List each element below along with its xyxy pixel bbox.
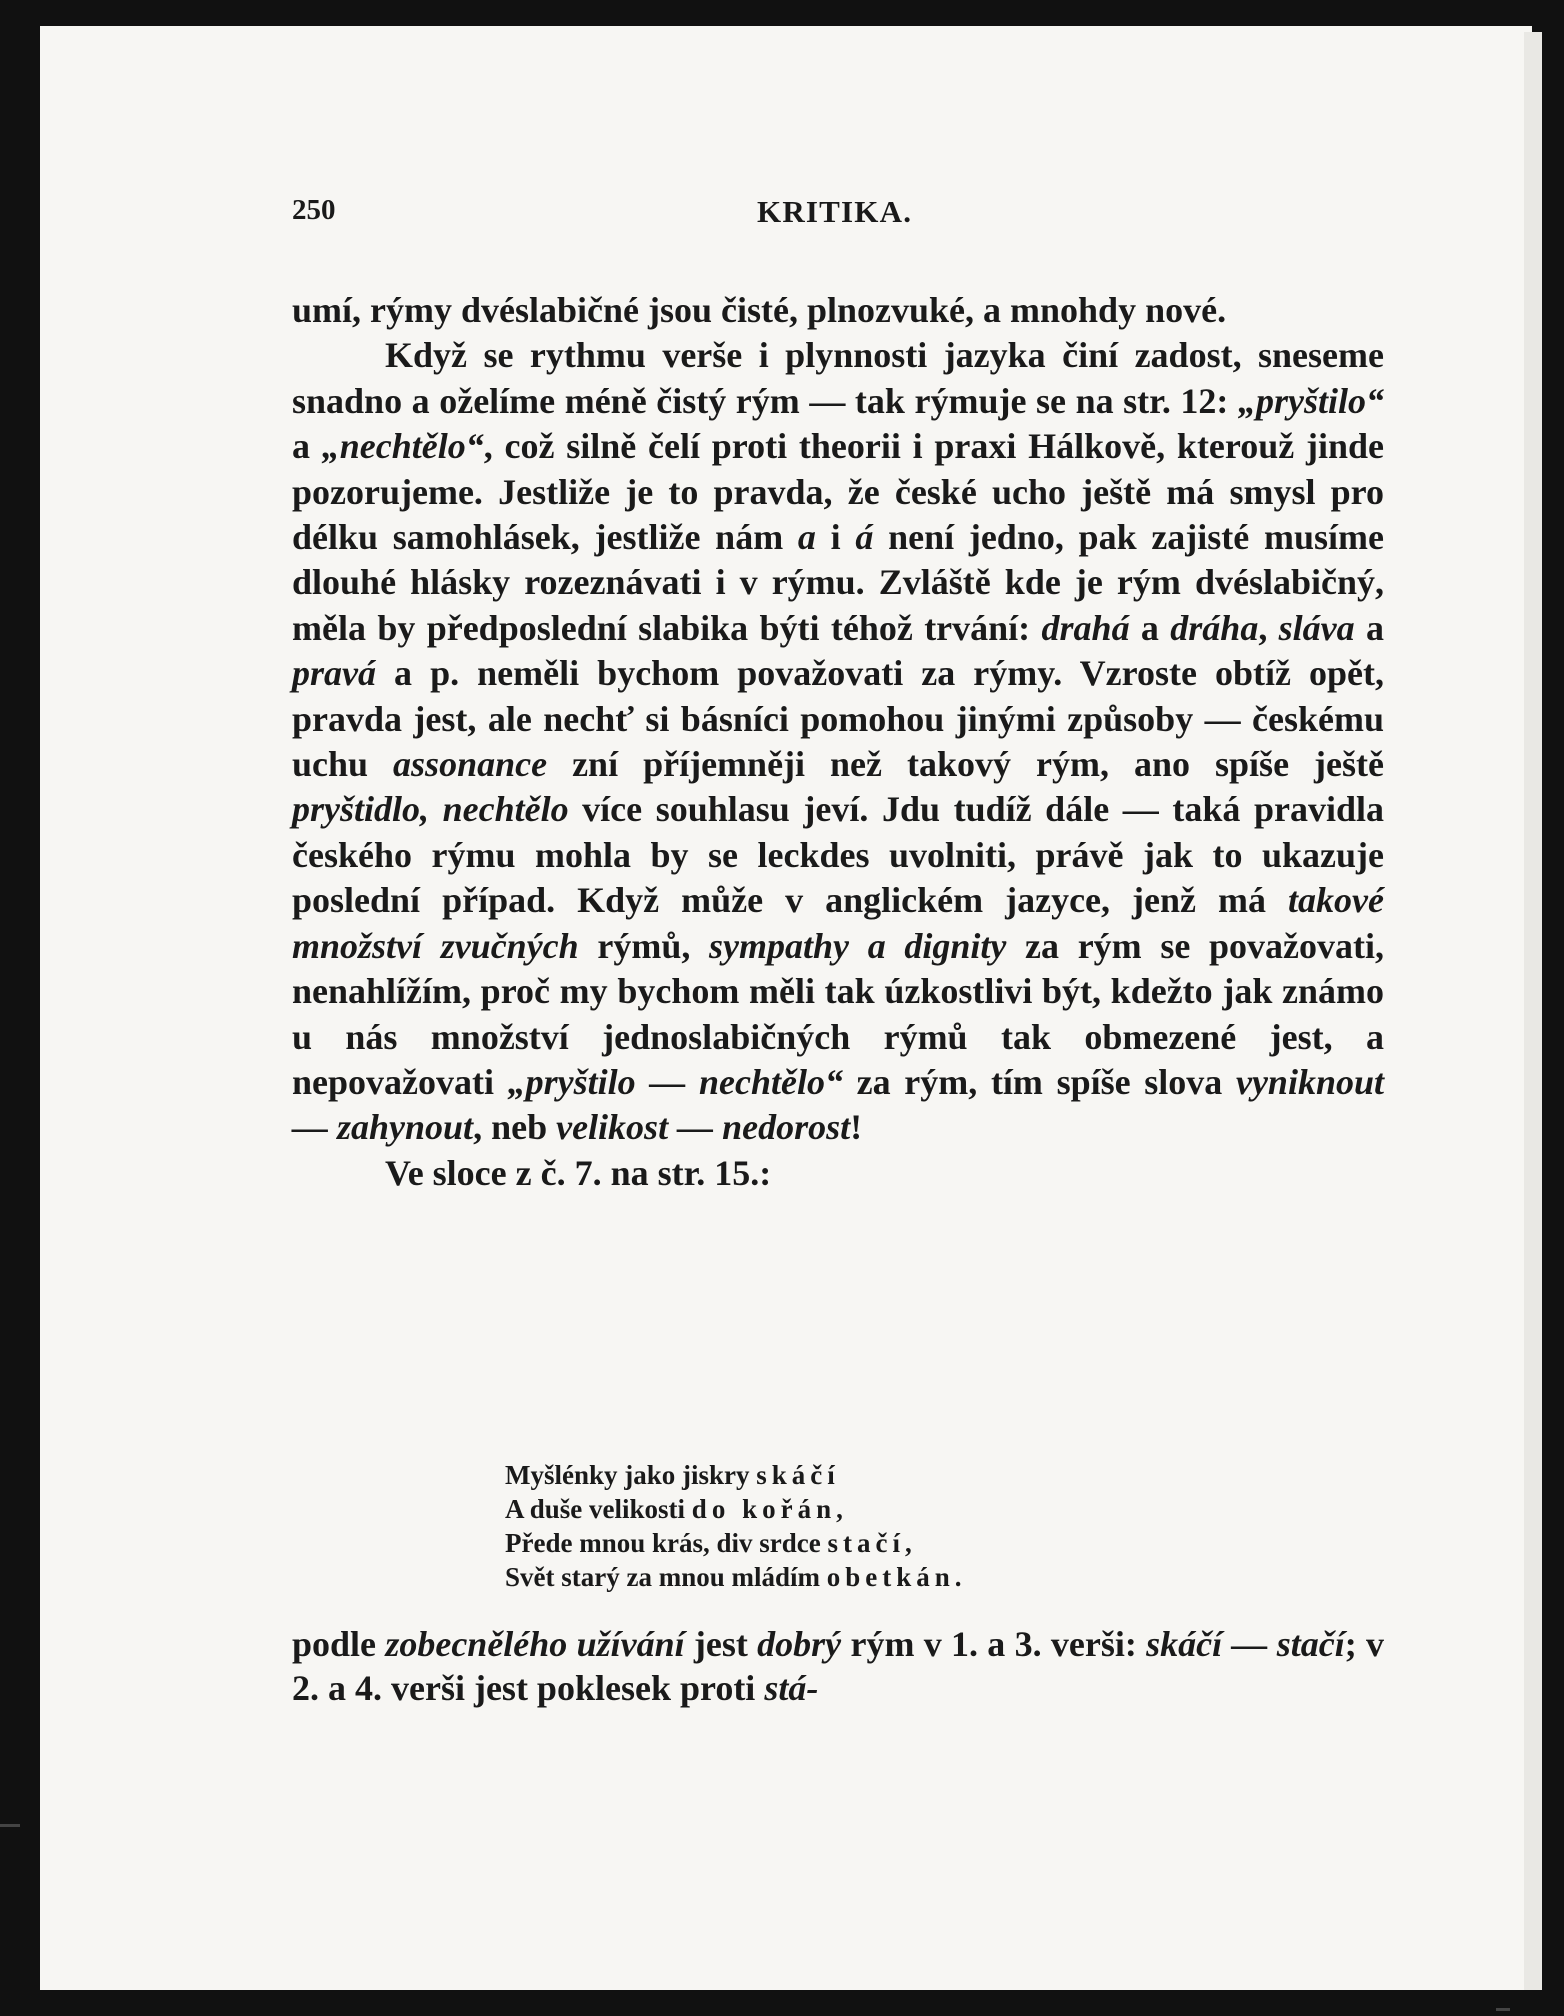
italic-term: takové množství zvučných bbox=[292, 880, 1384, 966]
text-run: a bbox=[1129, 607, 1171, 648]
text-run: i bbox=[815, 517, 856, 558]
text-run: za rým, tím spíše slova bbox=[843, 1061, 1236, 1102]
poem-text: A duše velikosti bbox=[505, 1494, 692, 1524]
italic-term: sympathy a dignity bbox=[709, 925, 1007, 966]
paragraph-2 bbox=[292, 333, 1384, 1150]
italic-term: pryštidlo, nechtělo bbox=[292, 789, 569, 830]
poem-rhyme-word: obetkán. bbox=[826, 1562, 967, 1592]
text-run: Když se rythmu verše i plynnosti jazyka činí zadost, sneseme snadno a oželíme méně čistý rým — tak rýmuje se na str. 12: bbox=[292, 335, 1384, 421]
italic-term: skáčí — stačí bbox=[1146, 1624, 1345, 1664]
italic-term: pravá bbox=[292, 653, 376, 694]
main-text bbox=[292, 288, 1384, 1196]
italic-term: „pryštilo — nechtělo“ bbox=[507, 1061, 843, 1102]
italic-term: „pryštilo“ bbox=[1237, 380, 1384, 421]
text-run: , neb bbox=[473, 1107, 557, 1148]
page-edge bbox=[1524, 32, 1542, 1990]
scan-mark bbox=[0, 1824, 20, 1827]
text-run: zní příjemněji než takový rým, ano spíše ještě bbox=[547, 744, 1384, 785]
poem-rhyme-word: stačí, bbox=[827, 1528, 917, 1558]
poem-rhyme-word: skáčí bbox=[756, 1460, 840, 1490]
paragraph-3: Ve sloce z č. 7. na str. 15.: bbox=[385, 1152, 772, 1193]
poem-line bbox=[505, 1458, 1205, 1492]
italic-term: „nechtělo“ bbox=[321, 426, 484, 467]
text-run: ; v 2. a 4. verši jest poklesek proti bbox=[292, 1624, 1384, 1708]
poem-quote bbox=[505, 1458, 1205, 1594]
text-run: , což silně čelí proti theorii i praxi Hálkově, kterouž jinde pozorujeme. Jestliže je to pravda, že české ucho ještě má smysl pro délku samohlásek, jestliže nám bbox=[292, 426, 1385, 558]
italic-term: zobecnělého užívání bbox=[385, 1624, 685, 1664]
text-run: podle bbox=[292, 1624, 386, 1664]
closing-text bbox=[292, 1622, 1384, 1710]
poem-text: Svět starý za mnou mládím bbox=[505, 1562, 827, 1592]
italic-term: á bbox=[855, 517, 874, 558]
running-header bbox=[292, 194, 1384, 234]
poem-rhyme-word: do kořán, bbox=[691, 1494, 848, 1524]
italic-term: a bbox=[797, 517, 816, 558]
italic-term: dobrý bbox=[757, 1624, 842, 1664]
italic-term: vyniknout — zahynout bbox=[292, 1061, 1384, 1148]
page-number: 250 bbox=[292, 194, 336, 226]
paragraph-4 bbox=[292, 1622, 1384, 1710]
scan-mark bbox=[1496, 2008, 1510, 2011]
text-run: ! bbox=[850, 1107, 863, 1148]
text-run: rým v 1. a 3. verši: bbox=[841, 1624, 1147, 1664]
poem-line bbox=[505, 1492, 1205, 1526]
poem-line bbox=[505, 1560, 1205, 1594]
running-title: KRITIKA. bbox=[757, 194, 913, 229]
text-run: rýmů, bbox=[578, 925, 710, 966]
poem-line bbox=[505, 1526, 1205, 1560]
text-run: není jedno, pak zajisté musíme dlouhé hlásky rozeznávati i v rýmu. Zvláště kde je rým dvéslabičný, měla by předposlední slabika býti téhož trvání: bbox=[292, 517, 1384, 648]
text-run: a bbox=[292, 426, 322, 467]
poem-text: Myšlénky jako jiskry bbox=[505, 1460, 757, 1490]
italic-term: velikost — nedorost bbox=[556, 1107, 851, 1148]
paragraph-1: umí, rýmy dvéslabičné jsou čisté, plnozvuké, a mnohdy nové. bbox=[292, 290, 1227, 330]
text-run: jest bbox=[684, 1624, 758, 1664]
text-run: , bbox=[1258, 607, 1279, 648]
text-run: více souhlasu jeví. Jdu tudíž dále — taká pravidla českého rýmu mohla by se leckdes uvolniti, právě jak to ukazuje poslední případ. Když může v anglickém jazyce, jenž má bbox=[292, 789, 1384, 921]
text-run: a p. neměli bychom považovati za rýmy. Vzroste obtíž opět, pravda jest, ale nechť si básníci pomohou jinými způsoby — českému uchu bbox=[292, 653, 1384, 785]
italic-term: drahá bbox=[1041, 607, 1130, 648]
italic-term: sláva bbox=[1278, 607, 1355, 648]
text-run: za rým se považovati, nenahlížím, proč my bychom měli tak úzkostlivi být, kdežto jak známo u nás množství jednoslabičných rýmů tak obmezené jest, a nepovažovati bbox=[292, 925, 1384, 1102]
italic-term: dráha bbox=[1170, 607, 1259, 648]
italic-term: stá- bbox=[764, 1668, 819, 1708]
text-run: a bbox=[1354, 607, 1385, 648]
italic-term: assonance bbox=[393, 744, 548, 785]
poem-text: Přede mnou krás, div srdce bbox=[505, 1528, 828, 1558]
